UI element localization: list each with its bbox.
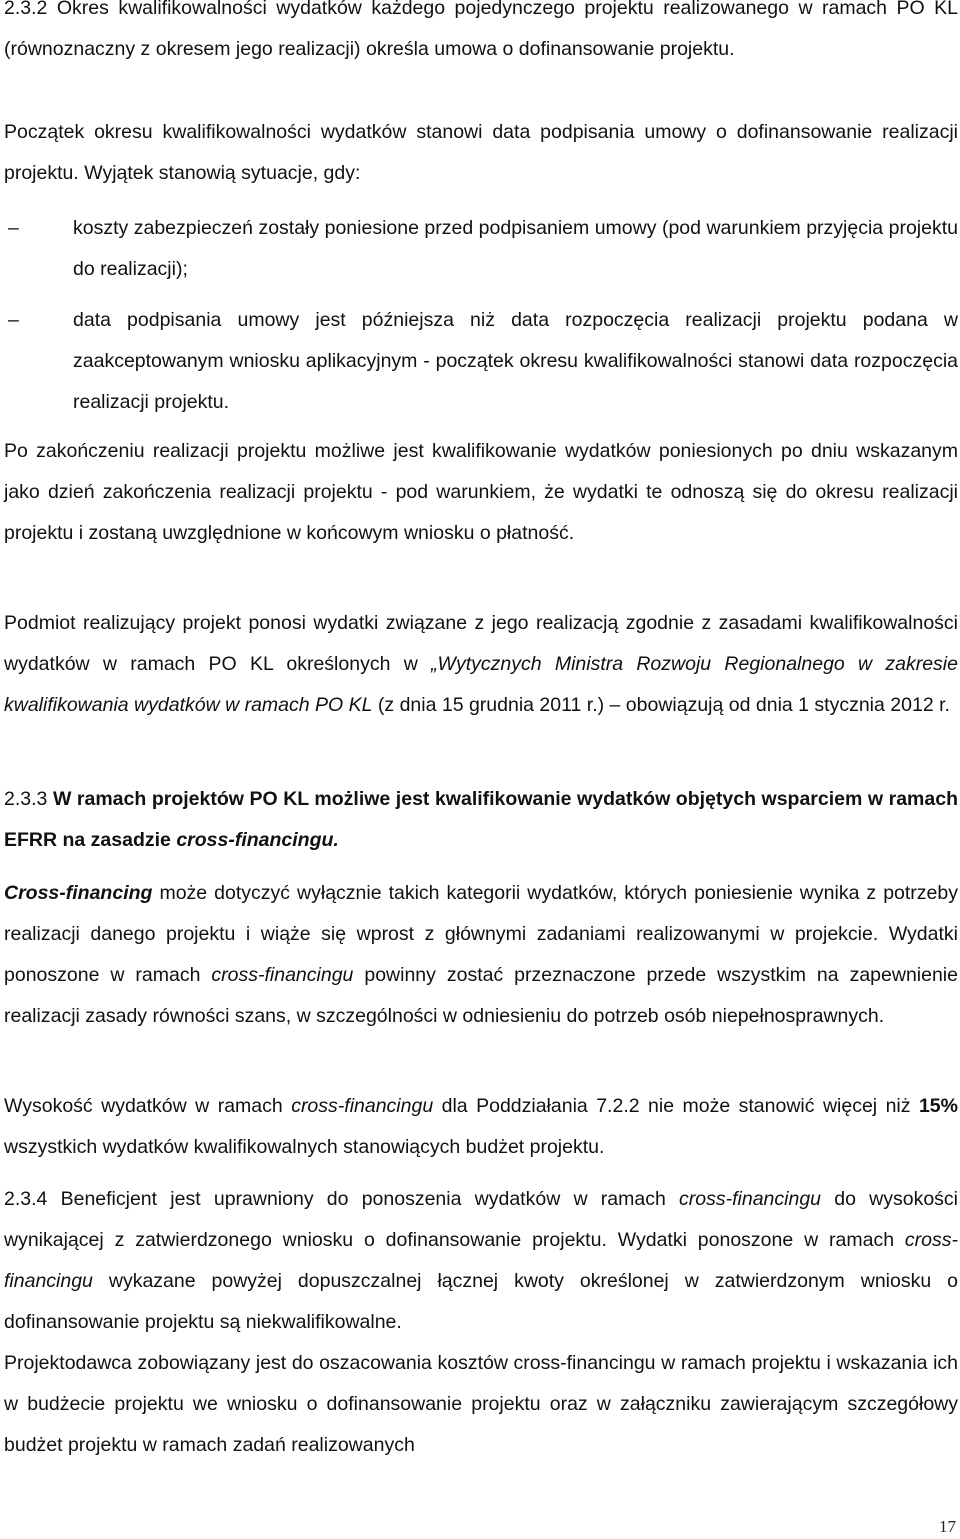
paragraph-2-3-4: 2.3.4 Beneficjent jest uprawniony do ponoszenia wydatków w ramach cross-financingu do wysokości wynikającej z zatwierdzonego wniosku o dofinansowanie projektu. Wydatki ponoszone w ramach cross-financingu wykazane powyżej dopuszczalnej łącznej kwoty określonej w zatwierdzonym wniosku o dofinansowanie projektu są niekwalifikowalne. [4, 1188, 958, 1333]
page-number: 17 [939, 1517, 956, 1536]
dash-bullet-icon: – [8, 217, 19, 239]
paragraph-qualification-start: Początek okresu kwalifikowalności wydatków stanowi data podpisania umowy o dofinansowanie realizacji projektu. Wyjątek stanowią sytuacje, gdy: [4, 121, 958, 184]
list-item-text: data podpisania umowy jest późniejsza niż data rozpoczęcia realizacji projektu podana w zaakceptowanym wniosku aplikacyjnym - początek okresu kwalifikowalności stanowi data rozpoczęcia realizacji projektu. [73, 309, 958, 413]
paragraph-after-completion: Po zakończeniu realizacji projektu możliwe jest kwalifikowanie wydatków poniesionych po dniu wskazanym jako dzień zakończenia realizacji projektu - pod warunkiem, że wydatki te odnoszą się do okresu realizacji projektu i zostaną uwzględnione w końcowym wniosku o płatność. [4, 440, 958, 544]
guidelines-title: „Wytycznych Ministra Rozwoju Regionalnego w zakresie kwalifikowania wydatków w ramach PO KL [4, 653, 958, 716]
limit-percent: 15% [918, 1095, 958, 1117]
cross-financing-term: Cross-financing [4, 882, 153, 904]
heading-2-3-3: 2.3.3 W ramach projektów PO KL możliwe jest kwalifikowanie wydatków objętych wsparciem w ramach EFRR na zasadzie cross-financingu. [4, 788, 958, 851]
paragraph-guidelines: Podmiot realizujący projekt ponosi wydatki związane z jego realizacją zgodnie z zasadami kwalifikowalności wydatków w ramach PO KL określonych w „Wytycznych Ministra Rozwoju Regionalnego w zakresie kwalifikowania wydatków w ramach PO KL (z dnia 15 grudnia 2011 r.) – obowiązują od dnia 1 stycznia 2012 r. [4, 612, 958, 716]
paragraph-applicant-obligation: Projektodawca zobowiązany jest do oszacowania kosztów cross-financingu w ramach projektu i wskazania ich w budżecie projektu we wniosku o dofinansowanie projektu oraz w załączniku zawierającym szczegółowy budżet projektu w ramach zadań realizowanych [4, 1352, 958, 1456]
paragraph-cross-financing: Cross-financing może dotyczyć wyłącznie takich kategorii wydatków, których poniesienie wynika z potrzeby realizacji danego projektu i wiąże się wprost z głównymi zadaniami realizowanymi w projekcie. Wydatki ponoszone w ramach cross-financingu powinny zostać przeznaczone przede wszystkim na zapewnienie realizacji zasady równości szans, w szczególności w odniesieniu do potrzeb osób niepełnosprawnych. [4, 882, 958, 1027]
paragraph-limit: Wysokość wydatków w ramach cross-financingu dla Poddziałania 7.2.2 nie może stanowić więcej niż 15% wszystkich wydatków kwalifikowalnych stanowiących budżet projektu. [4, 1095, 958, 1158]
dash-bullet-icon: – [8, 309, 19, 331]
list-item [0, 300, 958, 423]
list-item [0, 208, 958, 290]
paragraph-2-3-2: 2.3.2 Okres kwalifikowalności wydatków każdego pojedynczego projektu realizowanego w ramach PO KL (równoznaczny z okresem jego realizacji) określa umowa o dofinansowanie projektu. [4, 0, 958, 60]
list-item-text: koszty zabezpieczeń zostały poniesione przed podpisaniem umowy (pod warunkiem przyjęcia projektu do realizacji); [73, 217, 958, 280]
